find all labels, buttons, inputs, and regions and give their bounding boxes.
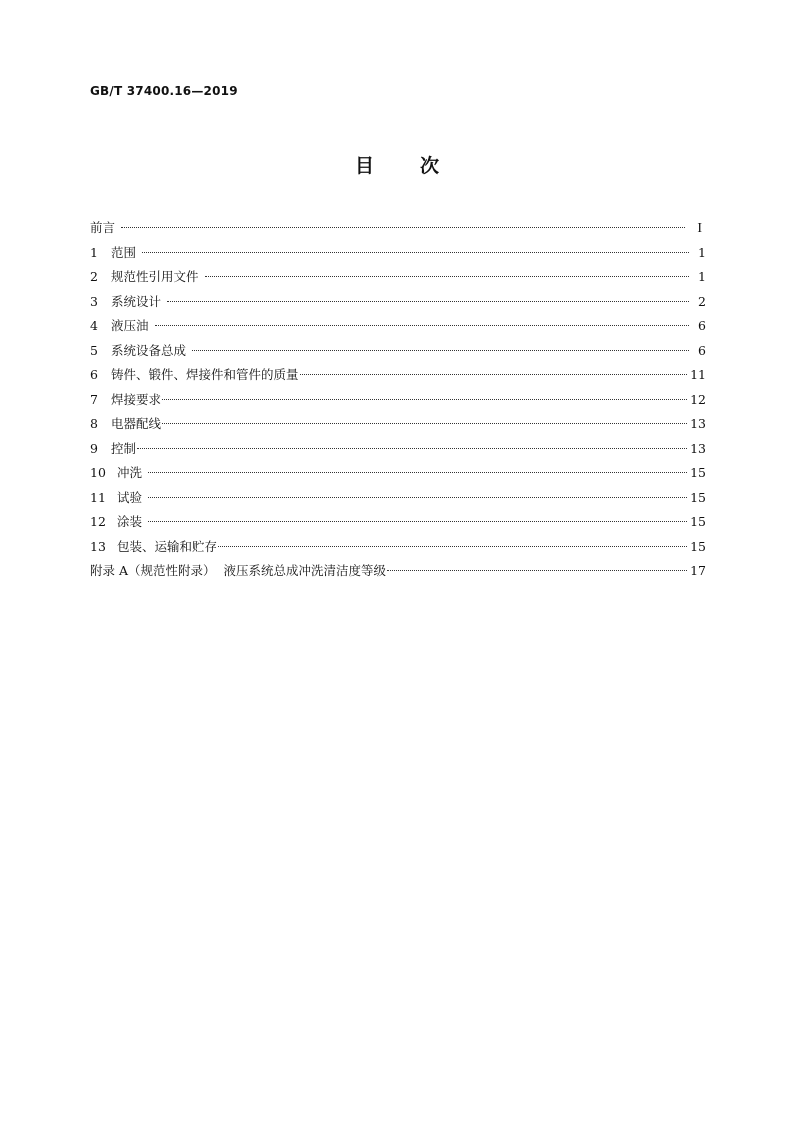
toc-leader-dots — [142, 252, 689, 253]
toc-page-number: 15 — [690, 514, 706, 529]
toc-leader-dots — [162, 399, 687, 400]
toc-leader-dots — [205, 276, 689, 277]
toc-entry-1[interactable] — [90, 241, 706, 266]
toc-title-char-1: 目 — [354, 155, 374, 177]
toc-entry-number: 13 — [90, 538, 106, 554]
toc-entry-13[interactable] — [90, 535, 706, 560]
toc-entry-label: 焊接要求 — [111, 391, 162, 407]
toc-entry-7[interactable] — [90, 388, 706, 413]
toc-entry-2[interactable] — [90, 265, 706, 290]
toc-entry-label: 冲洗 — [117, 465, 143, 480]
toc-entry-label: 包装、运输和贮存 — [117, 538, 218, 554]
toc-page-number: 6 — [698, 342, 706, 358]
toc-entry-3[interactable] — [90, 290, 706, 315]
toc-entry-number: 12 — [90, 514, 106, 529]
toc-entry-5[interactable] — [90, 339, 706, 364]
toc-leader-dots — [300, 374, 688, 375]
toc-entry-number: 2 — [90, 269, 98, 284]
toc-entry-number: 6 — [90, 367, 98, 382]
toc-entry-number: 5 — [90, 342, 98, 358]
table-of-contents — [90, 216, 706, 584]
toc-leader-dots — [218, 546, 687, 547]
toc-entry-label: 铸件、锻件、焊接件和管件的质量 — [111, 367, 299, 382]
toc-entry-label: 前言 — [90, 220, 116, 235]
toc-entry-label: 电器配线 — [111, 416, 162, 431]
toc-entry-label: 范围 — [111, 244, 137, 260]
toc-entry-number: 3 — [90, 293, 98, 309]
toc-entry-label: 系统设计 — [111, 293, 162, 309]
toc-entry-12[interactable] — [90, 510, 706, 535]
toc-title-char-2: 次 — [420, 155, 440, 177]
toc-entry-10[interactable] — [90, 461, 706, 486]
toc-entry-appendix-a[interactable] — [90, 559, 706, 584]
toc-entry-number: 4 — [90, 318, 98, 333]
toc-entry-11[interactable] — [90, 486, 706, 511]
toc-entry-4[interactable] — [90, 314, 706, 339]
toc-entry-label: 液压油 — [111, 318, 149, 333]
toc-page-number: 11 — [690, 367, 706, 382]
toc-leader-dots — [192, 350, 689, 351]
toc-entry-number: 10 — [90, 465, 106, 480]
toc-entry-foreword[interactable] — [90, 216, 706, 241]
toc-page-number: 15 — [690, 489, 706, 505]
toc-entry-number: 7 — [90, 391, 98, 407]
toc-entry-9[interactable] — [90, 437, 706, 462]
toc-entry-number: 1 — [90, 244, 98, 260]
toc-leader-dots — [137, 448, 687, 449]
toc-page-number: 2 — [698, 293, 706, 309]
toc-page-number: 1 — [698, 269, 706, 284]
toc-entry-label: 附录 A（规范性附录） 液压系统总成冲洗清洁度等级 — [90, 563, 386, 578]
toc-title — [0, 151, 794, 178]
toc-entry-label: 控制 — [111, 440, 137, 456]
toc-page-number: 15 — [690, 465, 706, 480]
toc-page-number: 6 — [698, 318, 706, 333]
document-code: GB/T 37400.16—2019 — [90, 84, 238, 98]
toc-entry-number: 8 — [90, 416, 98, 431]
toc-page-number: 13 — [690, 416, 706, 431]
toc-leader-dots — [148, 521, 687, 522]
toc-leader-dots — [148, 472, 687, 473]
toc-page-number: 17 — [690, 563, 706, 578]
toc-leader-dots — [162, 423, 687, 424]
toc-entry-number: 11 — [90, 489, 106, 505]
toc-page-number: 12 — [690, 391, 706, 407]
toc-page-number: I — [697, 221, 702, 236]
toc-entry-8[interactable] — [90, 412, 706, 437]
toc-page-number: 1 — [698, 244, 706, 260]
toc-entry-label: 规范性引用文件 — [111, 269, 199, 284]
toc-entry-label: 试验 — [117, 489, 143, 505]
toc-entry-label: 涂装 — [117, 514, 143, 529]
toc-entry-6[interactable] — [90, 363, 706, 388]
toc-page-number: 13 — [690, 440, 706, 456]
toc-leader-dots — [121, 227, 685, 228]
toc-entry-number: 9 — [90, 440, 98, 456]
toc-leader-dots — [148, 497, 687, 498]
toc-leader-dots — [387, 570, 687, 571]
toc-entry-label: 系统设备总成 — [111, 342, 187, 358]
toc-leader-dots — [167, 301, 689, 302]
toc-page-number: 15 — [690, 538, 706, 554]
toc-leader-dots — [155, 325, 689, 326]
